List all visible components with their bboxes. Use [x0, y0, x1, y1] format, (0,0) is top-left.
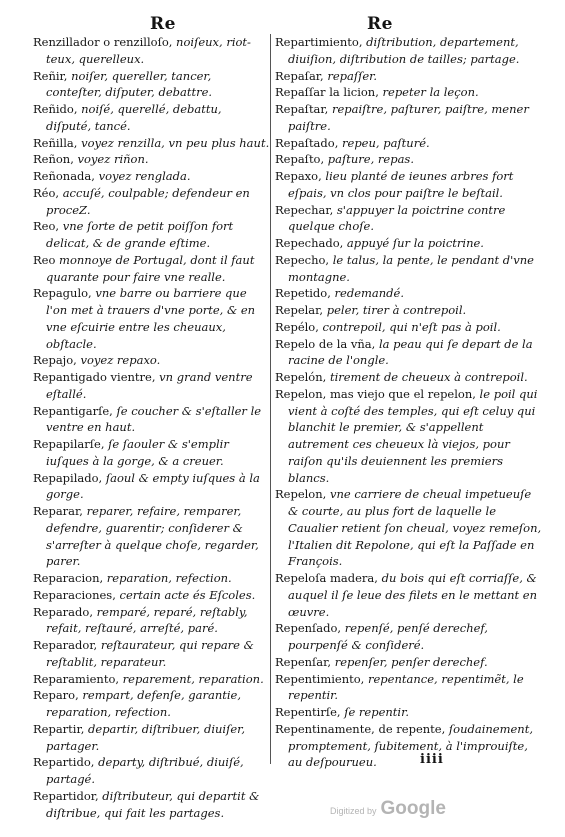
entry-definition: voyez renglada.: [94, 169, 191, 183]
dictionary-entry: [275, 151, 545, 168]
entry-definition: monnoye de Portugal, dont il faut quarante pour faire vne realle.: [46, 252, 255, 284]
entry-headword: Repapilarſe,: [33, 437, 105, 451]
entry-headword: Repeloſa madera,: [275, 571, 378, 585]
dictionary-entry: [275, 302, 545, 319]
watermark-prefix: Digitized by: [330, 806, 377, 816]
dictionary-entry: [275, 34, 545, 68]
dictionary-entry: [33, 721, 270, 755]
dictionary-entry: [275, 68, 545, 85]
dictionary-entry: [33, 151, 270, 168]
dictionary-entry: [33, 436, 270, 470]
entry-headword: Reparacion,: [33, 571, 104, 585]
entry-headword: Repenſar,: [275, 654, 332, 669]
entry-definition: ſe repentir.: [340, 705, 410, 719]
dictionary-entry: [275, 386, 545, 487]
dictionary-entry: [33, 570, 270, 587]
entry-definition: ſoudainement, promptement, ſubitement, à l'improuiſte, au deſpourueu.: [288, 721, 533, 770]
entry-headword: Reparar,: [33, 504, 83, 518]
entry-headword: Repaſar,: [275, 68, 324, 83]
dictionary-entry: [275, 168, 545, 202]
entry-headword: Reo: [33, 252, 56, 267]
dictionary-entry: [275, 285, 545, 302]
entry-definition: lieu planté de ieunes arbres fort eſpais, vn clos pour paiſtre le beſtail.: [288, 169, 514, 200]
dictionary-entry: [33, 352, 270, 369]
entry-headword: Repaſto,: [275, 152, 325, 167]
entry-headword: Repelon,: [275, 487, 327, 502]
entry-headword: Reparaciones,: [33, 587, 116, 602]
dictionary-entry: [33, 185, 270, 219]
dictionary-entry: [33, 369, 270, 403]
entry-definition: vne ſorte de petit poiſſon fort delicat, & de grande eſtime.: [46, 219, 234, 250]
dictionary-entry: [275, 252, 545, 286]
entry-headword: Repantigado vientre,: [33, 370, 156, 384]
dictionary-entry: [33, 671, 270, 688]
dictionary-entry: [33, 218, 270, 252]
dictionary-entry: [33, 754, 270, 788]
entry-headword: Repetido,: [275, 286, 331, 301]
dictionary-entry: [275, 101, 545, 135]
entry-definition: vne carriere de cheual impetueuſe & courte, au plus fort de laquelle le Caualier retient ſon cheual, voyez remeſon, l'Italien dit Repolone, qui eſt la Paſſade en François.: [288, 487, 542, 569]
entry-headword: Repaſtado,: [275, 135, 339, 150]
entry-definition: diſtribution, departement, diuiſion, diſtribution de tailles; partage.: [288, 35, 520, 66]
entry-definition: s'appuyer la poictrine contre quelque choſe.: [288, 202, 506, 234]
entry-headword: Repechar,: [275, 202, 334, 217]
entry-headword: Repelón,: [275, 370, 327, 384]
watermark-brand: Google: [380, 798, 446, 819]
entry-definition: vn grand ventre eſtallé.: [46, 370, 253, 401]
dictionary-entry: [275, 721, 545, 771]
entry-definition: le poil qui vient à coſté des temples, qui eſt celuy qui blanchit le premier, & s'appellent autrement ces cheueux là viejos, pour raiſon qu'ils deuiennent les premiers blancs.: [288, 386, 538, 485]
entry-headword: Repartidor,: [33, 788, 99, 803]
entry-definition: du bois qui eſt corriaſſe, & auquel il ſe leue des filets en le mettant en œuvre.: [288, 571, 538, 619]
entry-definition: accuſé, coulpable; defendeur en proceZ.: [46, 185, 250, 217]
entry-headword: Repaſtar,: [275, 102, 329, 116]
dictionary-entry: [33, 285, 270, 352]
entry-headword: Repecho,: [275, 252, 330, 267]
entry-headword: Repartimiento,: [275, 35, 363, 49]
dictionary-entry: [275, 654, 545, 671]
entry-headword: Repaxo,: [275, 169, 322, 183]
dictionary-entry: [275, 135, 545, 152]
dictionary-entry: [33, 687, 270, 721]
signature-mark: iiii: [420, 752, 444, 767]
entry-headword: Reñilla,: [33, 135, 78, 150]
entry-headword: Reo,: [33, 219, 60, 234]
entry-definition: noiſeux, riot-teux, querelleux.: [46, 35, 251, 66]
entry-definition: redemandé.: [330, 286, 404, 301]
dictionary-entry: [33, 135, 270, 152]
entry-definition: reparement, reparation.: [119, 671, 264, 686]
running-head-right: Re: [367, 14, 393, 34]
entry-definition: rempart, defenſe, garantie, reparation, refection.: [46, 688, 242, 719]
dictionary-entry: [33, 637, 270, 671]
entry-definition: voyez repaxo.: [76, 353, 161, 368]
entry-headword: Repantigarſe,: [33, 403, 113, 418]
entry-headword: Repentirſe,: [275, 705, 341, 719]
entry-headword: Reparamiento,: [33, 671, 120, 686]
entry-definition: repenſer, penſer derechef.: [331, 654, 488, 669]
dictionary-entry: [33, 403, 270, 437]
entry-definition: peler, tirer à contrepoil.: [323, 303, 467, 317]
entry-headword: Repelo de la vña,: [275, 336, 376, 351]
entry-definition: repaſſer.: [323, 68, 378, 83]
entry-headword: Repélo,: [275, 319, 319, 334]
dictionary-entry: [275, 486, 545, 570]
entry-definition: voyez renzilla, vn peu plus haut.: [77, 135, 270, 150]
entry-definition: tirement de cheueux à contrepoil.: [326, 370, 528, 384]
entry-definition: le talus, la pente, le pendant d'vne montagne.: [288, 252, 534, 284]
entry-definition: reparer, refaire, remparer, defendre, guarentir; conſiderer & s'arreſter à quelque choſe, regarder, parer.: [46, 504, 259, 569]
entry-headword: Reñonada,: [33, 169, 95, 183]
entry-headword: Reñir,: [33, 68, 68, 83]
column-divider: [270, 34, 271, 764]
entry-definition: paſture, repas.: [324, 152, 414, 167]
entry-definition: contrepoil, qui n'eſt pas à poil.: [318, 319, 501, 334]
right-column: [275, 34, 545, 771]
entry-headword: Repentimiento,: [275, 671, 365, 686]
dictionary-entry: [275, 671, 545, 705]
entry-headword: Renzillador o renzilloſo,: [33, 35, 173, 49]
entry-definition: ſe coucher & s'eſtaller le ventre en haut.: [46, 403, 262, 435]
entry-definition: remparé, reparé, reſtably, refait, reſtauré, arreſté, paré.: [46, 604, 248, 636]
entry-definition: appuyé ſur la poictrine.: [343, 236, 484, 250]
entry-definition: departir, diſtribuer, diuiſer, partager.: [46, 721, 246, 753]
dictionary-entry: [275, 620, 545, 654]
dictionary-entry: [33, 101, 270, 135]
dictionary-entry: [275, 369, 545, 386]
entry-headword: Réo,: [33, 185, 60, 200]
dictionary-entry: [33, 604, 270, 638]
entry-headword: Reparador,: [33, 638, 98, 652]
digitized-watermark: [330, 798, 446, 820]
entry-definition: repenſé, penſé derechef, pourpenſé & conſideré.: [288, 621, 488, 652]
dictionary-entry: [33, 788, 270, 822]
entry-definition: ſe ſaouler & s'emplir iuſques à la gorge, & a creuer.: [46, 437, 229, 468]
dictionary-entry: [33, 503, 270, 570]
running-head-left: Re: [150, 14, 176, 34]
dictionary-entry: [33, 470, 270, 504]
entry-definition: noiſé, querellé, debattu, diſputé, tancé.: [46, 102, 222, 133]
entry-definition: diſtributeur, qui departit & diſtribue, qui fait les partages.: [46, 788, 260, 820]
entry-definition: repeu, paſturé.: [338, 135, 430, 150]
dictionary-entry: [275, 704, 545, 721]
entry-headword: Repelon, mas viejo que el repelon,: [275, 386, 476, 401]
entry-headword: Repajo,: [33, 353, 77, 368]
entry-definition: reſtaurateur, qui repare & reſtablit, reparateur.: [46, 638, 254, 669]
entry-headword: Repagulo,: [33, 286, 92, 301]
entry-headword: Repartido,: [33, 755, 95, 770]
entry-definition: la peau qui ſe depart de la racine de l'ongle.: [288, 336, 533, 368]
entry-definition: voyez riñon.: [73, 152, 149, 167]
dictionary-entry: [275, 336, 545, 370]
dictionary-entry: [275, 235, 545, 252]
dictionary-entry: [275, 319, 545, 336]
dictionary-entry: [33, 34, 270, 68]
entry-headword: Repentinamente, de repente,: [275, 721, 446, 736]
entry-headword: Reparado,: [33, 604, 93, 619]
left-column: [33, 34, 270, 821]
entry-definition: repaiſtre, paſturer, paiſtre, mener paiſtre.: [288, 102, 529, 133]
dictionary-entry: [275, 570, 545, 620]
entry-headword: Repapilado,: [33, 470, 103, 485]
entry-definition: repeter la leçon.: [378, 85, 479, 100]
dictionary-entry: [33, 587, 270, 604]
entry-headword: Reñido,: [33, 102, 78, 116]
entry-definition: departy, diſtribué, diuiſé, partagé.: [46, 755, 244, 786]
dictionary-entry: [33, 168, 270, 185]
entry-definition: noiſer, quereller, tancer, conteſter, diſputer, debattre.: [46, 68, 213, 100]
entry-headword: Repechado,: [275, 236, 344, 250]
entry-headword: Repenſado,: [275, 621, 342, 636]
entry-headword: Reñon,: [33, 152, 74, 167]
dictionary-entry: [33, 68, 270, 102]
dictionary-entry: [275, 202, 545, 236]
dictionary-entry: [33, 252, 270, 286]
entry-definition: reparation, refection.: [103, 571, 232, 585]
entry-definition: vne barre ou barriere que l'on met à trauers d'vne porte, & en vne eſcuirie entre les cheuaux, obſtacle.: [46, 286, 256, 351]
entry-definition: ſaoul & empty iuſques à la gorge.: [46, 470, 260, 502]
entry-definition: repentance, repentimẽt, le repentir.: [288, 671, 524, 703]
entry-headword: Reparo,: [33, 688, 79, 703]
entry-headword: Repelar,: [275, 303, 324, 317]
dictionary-entry: [275, 84, 545, 101]
entry-definition: certain acte és Eſcoles.: [115, 587, 256, 602]
entry-headword: Repaſſar la licion,: [275, 85, 379, 100]
entry-headword: Repartir,: [33, 721, 85, 736]
